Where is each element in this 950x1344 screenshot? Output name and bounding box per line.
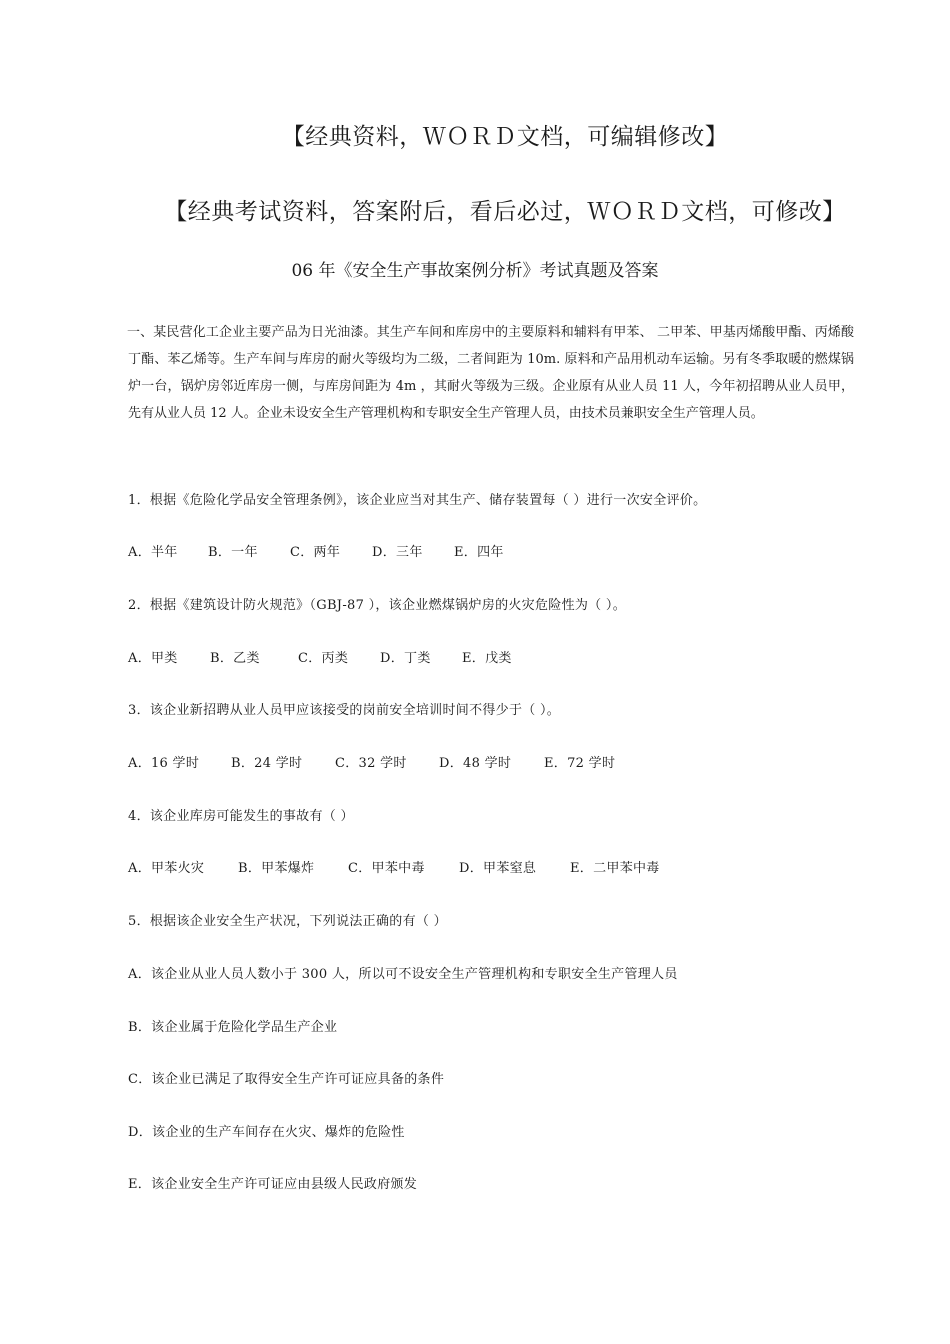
question-5-option-a: A．该企业从业人员人数小于 300 人，所以可不设安全生产管理机构和专职安全生产管理人员 <box>128 967 678 982</box>
case-intro-paragraph: 一、某民营化工企业主要产品为日光油漆。其生产车间和库房中的主要原料和辅料有甲苯、 二甲苯、甲基丙烯酸甲酯、丙烯酸丁酯、苯乙烯等。生产车间与库房的耐火等级均为二级，二者间距为 10m. 原料和产品用机动车运输。另有冬季取暖的燃煤锅炉一台，锅炉房邻近库房一侧，与库房间距为 4m ，其耐火等级为三级。企业原有从业人员 11 人，今年初招聘从业人员甲， 先有从业人员 12 人。企业未设安全生产管理机构和专职安全生产管理人员，由技术员兼职安全生产管理人员。 <box>127 325 854 421</box>
option-e: E．四年 <box>454 545 504 560</box>
option-b: B．乙类 <box>210 651 260 666</box>
question-3-options <box>128 752 615 771</box>
option-a: A．16 学时 <box>128 756 200 771</box>
banner-line-2: 【经典考试资料，答案附后，看后必过，ＷＯＲＤ文档，可修改】 <box>164 199 846 225</box>
option-c: C．32 学时 <box>335 756 407 771</box>
question-1-stem: 1．根据《危险化学品安全管理条例》，该企业应当对其生产、储存装置每（ ）进行一次安全评价。 <box>128 493 707 508</box>
option-c: C．两年 <box>290 545 341 560</box>
option-e: E．72 学时 <box>544 756 616 771</box>
question-1-options <box>128 541 504 560</box>
option-c: C．甲苯中毒 <box>348 861 425 876</box>
question-5-stem: 5．根据该企业安全生产状况，下列说法正确的有（ ） <box>128 914 447 929</box>
question-5-option-e: E．该企业安全生产许可证应由县级人民政府颁发 <box>128 1177 418 1192</box>
option-a: A．半年 <box>128 545 178 560</box>
option-d: D．三年 <box>372 545 423 560</box>
option-b: B．24 学时 <box>231 756 303 771</box>
option-a: A．甲类 <box>128 651 178 666</box>
option-d: D．甲苯窒息 <box>459 861 537 876</box>
question-5-option-c: C．该企业已满足了取得安全生产许可证应具备的条件 <box>128 1072 445 1087</box>
option-b: B．甲苯爆炸 <box>238 861 315 876</box>
question-4-options <box>128 857 660 876</box>
question-2-options <box>128 647 512 666</box>
option-e: E．二甲苯中毒 <box>570 861 660 876</box>
question-4-stem: 4．该企业库房可能发生的事故有（ ） <box>128 809 354 824</box>
question-5-option-b: B．该企业属于危险化学品生产企业 <box>128 1020 338 1035</box>
question-3-stem: 3．该企业新招聘从业人员甲应该接受的岗前安全培训时间不得少于（ ）。 <box>128 703 561 718</box>
banner-line-1: 【经典资料，ＷＯＲＤ文档，可编辑修改】 <box>281 124 729 150</box>
document-title: 06 年《安全生产事故案例分析》考试真题及答案 <box>291 261 659 281</box>
question-2-stem: 2．根据《建筑设计防火规范》（GBJ-87 ），该企业燃煤锅炉房的火灾危险性为（ ）。 <box>128 598 627 613</box>
option-a: A．甲苯火灾 <box>128 861 205 876</box>
option-e: E．戊类 <box>462 651 512 666</box>
option-d: D．丁类 <box>380 651 431 666</box>
option-b: B．一年 <box>208 545 258 560</box>
option-c: C．丙类 <box>298 651 349 666</box>
question-5-option-d: D．该企业的生产车间存在火灾、爆炸的危险性 <box>128 1125 405 1140</box>
option-d: D．48 学时 <box>439 756 512 771</box>
